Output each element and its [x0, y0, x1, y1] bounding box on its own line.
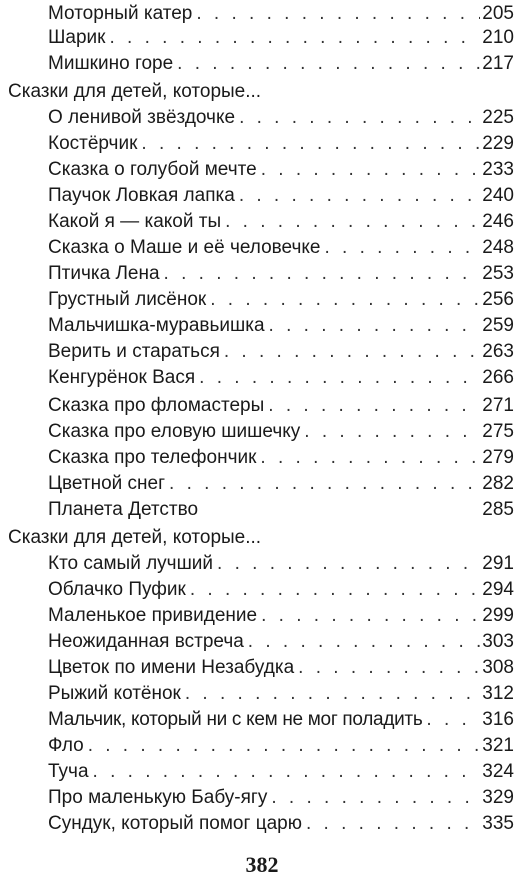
toc-leader-dots	[298, 654, 480, 682]
toc-entry	[48, 576, 514, 604]
section-heading: Сказки для детей, которые...	[8, 81, 262, 102]
toc-entry-page: 312	[482, 683, 514, 704]
toc-entry-title: О ленивой звёздочке	[48, 107, 236, 128]
toc-entry	[48, 418, 514, 446]
toc-entry-page: 248	[482, 237, 514, 258]
toc-leader-dots	[261, 602, 480, 630]
toc-leader-dots	[304, 418, 480, 446]
toc-entry-title: Шарик	[48, 27, 106, 48]
toc-entry	[48, 444, 514, 472]
toc-entry-title: Моторный катер	[48, 3, 193, 24]
toc-entry-page: 266	[482, 367, 514, 388]
toc-leader-dots	[271, 784, 480, 812]
toc-entry	[48, 156, 514, 184]
toc-entry-page: 229	[482, 133, 514, 154]
toc-entry-title: Кто самый лучший	[48, 553, 214, 574]
toc-entry-title: Сказка о голубой мечте	[48, 159, 257, 180]
toc-entry	[48, 758, 514, 786]
toc-entry-page: 282	[482, 473, 514, 494]
toc-entry-title: Птичка Лена	[48, 263, 160, 284]
toc-entry	[48, 550, 514, 578]
toc-entry-title: Планета Детство	[48, 499, 199, 520]
toc-entry	[48, 208, 514, 236]
toc-leader-dots	[164, 260, 481, 288]
toc-entry-title: Неожиданная встреча	[48, 631, 244, 652]
toc-entry-page: 240	[482, 185, 514, 206]
page-number: 382	[245, 852, 279, 877]
toc-entry	[48, 654, 514, 682]
toc-leader-dots	[199, 364, 480, 392]
toc-leader-dots	[426, 706, 480, 734]
toc-entry-title: Сказка про телефончик	[48, 447, 257, 468]
toc-entry-page: 329	[482, 787, 514, 808]
toc-leader-dots	[260, 444, 480, 472]
toc-leader-dots	[109, 24, 480, 52]
toc-entry	[48, 234, 514, 262]
toc-leader-dots	[185, 680, 480, 708]
toc-entry-page: 324	[482, 761, 514, 782]
toc-entry	[48, 104, 514, 132]
toc-entry-page: 275	[482, 421, 514, 442]
toc-entry-page: 217	[482, 53, 514, 74]
toc-entry	[48, 286, 514, 314]
toc-entry-title: Туча	[48, 761, 89, 782]
toc-entry-page: 308	[482, 657, 514, 678]
toc-leader-dots	[268, 392, 480, 420]
toc-leader-dots	[239, 182, 480, 210]
toc-entry	[48, 312, 514, 340]
toc-entry-title: Сундук, который помог царю	[48, 813, 302, 834]
toc-entry-page: 233	[482, 159, 514, 180]
toc-entry	[48, 50, 514, 78]
toc-entry-page: 321	[482, 735, 514, 756]
toc-entry-title: Грустный лисёнок	[48, 289, 207, 310]
toc-entry	[48, 470, 514, 498]
toc-entry-page: 225	[482, 107, 514, 128]
toc-entry-page: 303	[482, 631, 514, 652]
toc-entry-page: 246	[482, 211, 514, 232]
toc-leader-dots	[269, 312, 481, 340]
toc-leader-dots	[261, 156, 481, 184]
toc-entry-title: Паучок Ловкая лапка	[48, 185, 235, 206]
toc-leader-dots	[224, 338, 480, 366]
toc-entry-page: 205	[482, 3, 514, 24]
toc-entry	[48, 680, 514, 708]
toc-leader-dots	[217, 550, 480, 578]
toc-entry	[48, 784, 514, 812]
toc-entry-title: Костёрчик	[48, 133, 138, 154]
toc-entry	[48, 810, 514, 838]
toc-entry-page: 335	[482, 813, 514, 834]
toc-leader-dots	[324, 234, 480, 262]
toc-entry	[48, 130, 514, 158]
toc-entry-title: Фло	[48, 735, 84, 756]
toc-entry-title: Сказка про еловую шишечку	[48, 421, 301, 442]
toc-entry-title: Какой я — какой ты	[48, 211, 222, 232]
toc-entry-page: 253	[482, 263, 514, 284]
toc-entry-title: Сказка про фломастеры	[48, 395, 265, 416]
toc-leader-dots	[306, 810, 480, 838]
toc-leader-dots	[190, 576, 480, 604]
toc-entry-page: 294	[482, 579, 514, 600]
toc-entry	[48, 364, 514, 392]
toc-entry-title: Мальчик, который ни с кем не мог поладить	[48, 709, 423, 730]
toc-leader-dots	[93, 758, 481, 786]
toc-leader-dots	[248, 628, 481, 656]
toc-leader-dots	[239, 104, 480, 132]
toc-entry-title: Цветок по имени Незабудка	[48, 657, 295, 678]
toc-entry-page: 285	[482, 499, 514, 520]
toc-entry-title: Про маленькую Бабу-ягу	[48, 787, 268, 808]
toc-leader-dots	[225, 208, 480, 236]
toc-entry-page: 263	[482, 341, 514, 362]
toc-entry	[48, 628, 514, 656]
toc-entry	[48, 602, 514, 630]
toc-leader-dots	[141, 130, 480, 158]
toc-entry-page: 210	[482, 27, 514, 48]
toc-entry-title: Рыжий котёнок	[48, 683, 181, 704]
toc-entry	[48, 338, 514, 366]
toc-leader-dots	[169, 470, 480, 498]
toc-leader-dots	[88, 732, 481, 760]
section-heading: Сказки для детей, которые...	[8, 527, 262, 548]
toc-entry-title: Мальчишка-муравьишка	[48, 315, 265, 336]
toc-entry	[48, 496, 514, 524]
toc-entry-page: 316	[482, 709, 514, 730]
toc-entry-page: 259	[482, 315, 514, 336]
toc-entry-page: 291	[482, 553, 514, 574]
toc-entry	[48, 392, 514, 420]
toc-entry	[48, 182, 514, 210]
toc-entry	[48, 24, 514, 52]
toc-entry-page: 279	[482, 447, 514, 468]
toc-entry-title: Облачко Пуфик	[48, 579, 186, 600]
toc-entry-page: 271	[482, 395, 514, 416]
toc-entry-title: Маленькое привидение	[48, 605, 258, 626]
toc-entry-title: Кенгурёнок Вася	[48, 367, 196, 388]
toc-leader-dots	[210, 286, 480, 314]
toc-entry	[48, 706, 514, 734]
toc-leader-dots	[177, 50, 480, 78]
toc-entry-title: Сказка о Маше и её человечке	[48, 237, 321, 258]
toc-entry-page: 256	[482, 289, 514, 310]
toc-entry-title: Мишкино горе	[48, 53, 174, 74]
toc-entry	[48, 732, 514, 760]
toc-entry-page: 299	[482, 605, 514, 626]
toc-entry-title: Верить и стараться	[48, 341, 220, 362]
toc-entry-title: Цветной снег	[48, 473, 166, 494]
toc-entry	[48, 260, 514, 288]
